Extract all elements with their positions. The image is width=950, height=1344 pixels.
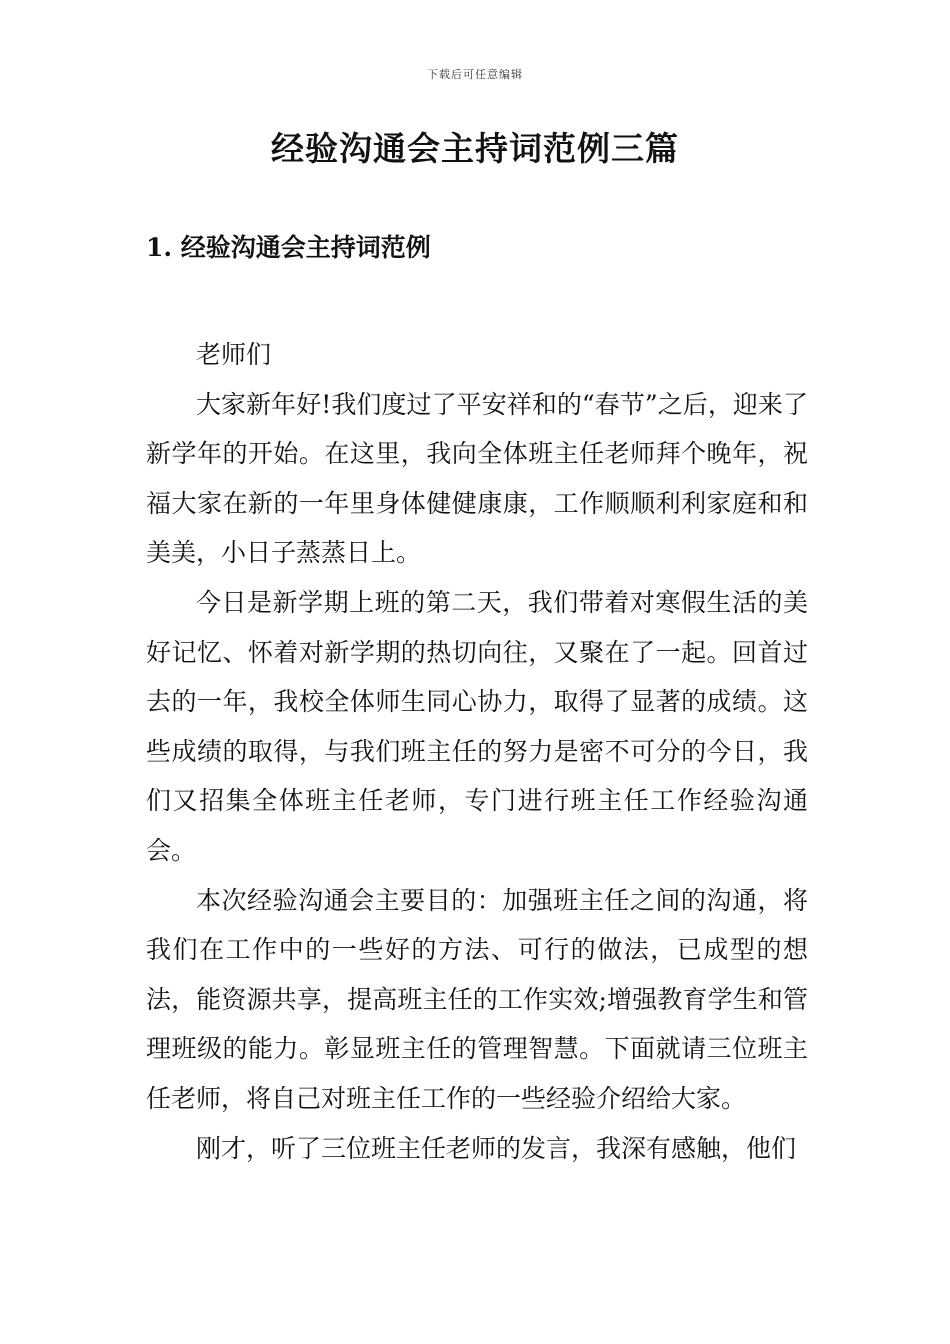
paragraph-meeting-purpose: 本次经验沟通会主要目的：加强班主任之间的沟通，将我们在工作中的一些好的方法、可行的做法，已成型的想法，能资源共享，提高班主任的工作实效;增强教育学生和管理班级的能力。彰显班主任的管理智慧。下面就请三位班主任老师，将自己对班主任工作的一些经验介绍给大家。 — [146, 885, 808, 1113]
paragraph-semester-review: 今日是新学期上班的第二天，我们带着对寒假生活的美好记忆、怀着对新学期的热切向往，又聚在了一起。回首过去的一年，我校全体师生同心协力，取得了显著的成绩。这些成绩的取得，与我们班主任的努力是密不可分的今日，我们又招集全体班主任老师，专门进行班主任工作经验沟通会。 — [146, 587, 808, 865]
paragraph-closing-remarks: 刚才，听了三位班主任老师的发言，我深有感触，他们 — [196, 1133, 797, 1163]
paragraph-salutation: 老师们 — [196, 340, 272, 369]
paragraph-new-year-greeting: 大家新年好!我们度过了平安祥和的“春节”之后，迎来了新学年的开始。在这里，我向全体班主任老师拜个晚年，祝福大家在新的一年里身体健健康康，工作顺顺利利家庭和和美美，小日子蒸蒸日上。 — [146, 389, 808, 568]
body-text — [146, 330, 808, 1173]
header-note: 下载后可任意编辑 — [427, 68, 523, 81]
section-heading: 1. 经验沟通会主持词范例 — [146, 233, 431, 262]
document-title: 经验沟通会主持词范例三篇 — [271, 129, 679, 168]
